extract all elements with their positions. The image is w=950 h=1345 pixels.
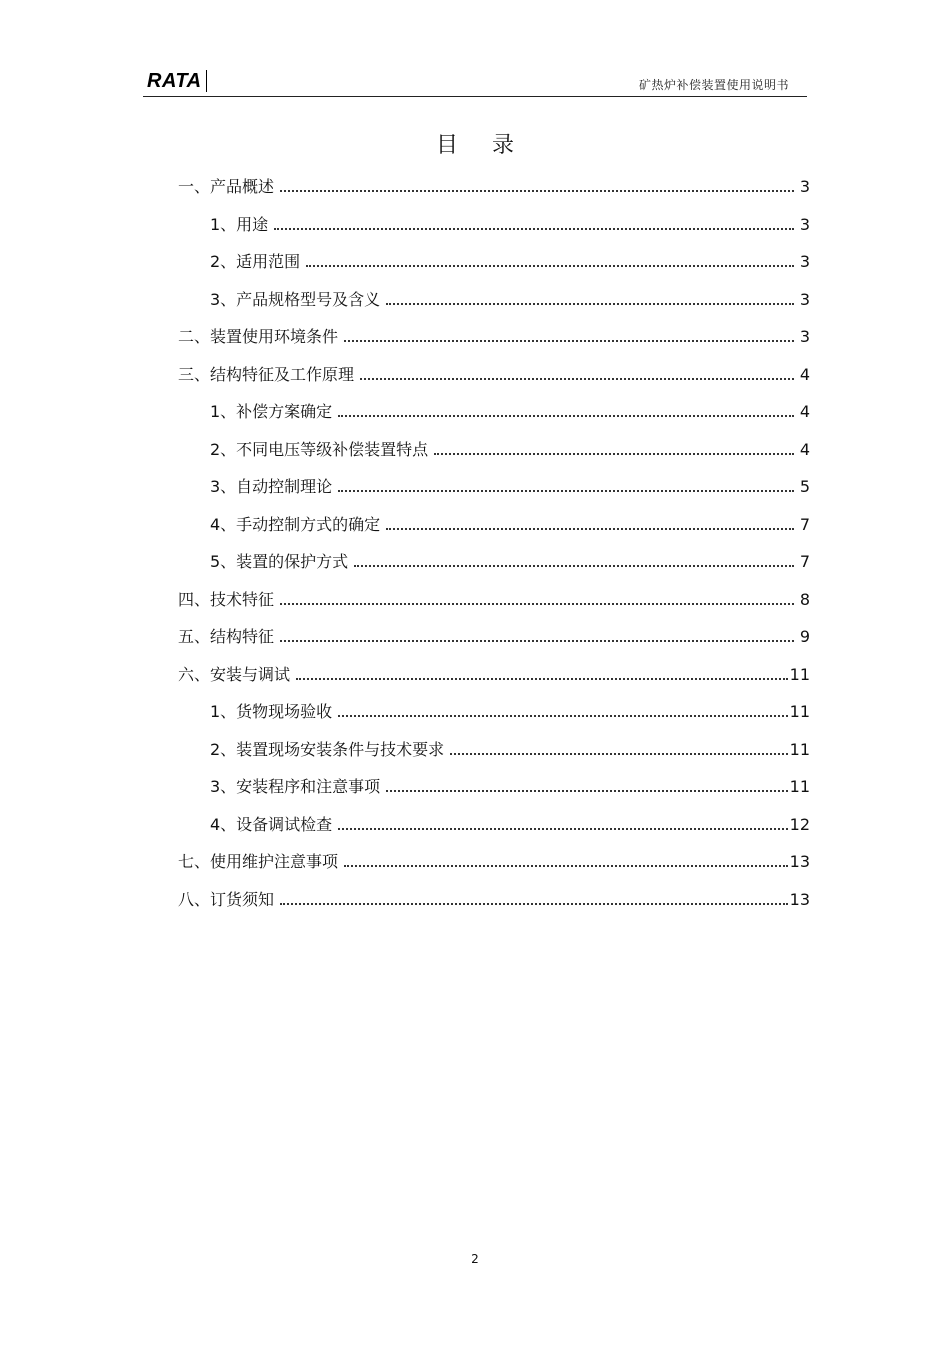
toc-entry-label: 2、不同电压等级补偿装置特点 — [210, 439, 429, 459]
toc-entry-page: 3 — [799, 327, 810, 346]
toc-entry-page: 9 — [799, 627, 810, 646]
toc-entry[interactable] — [178, 661, 810, 685]
toc-entry-label: 四、技术特征 — [178, 589, 275, 609]
toc-leader-dots — [338, 490, 794, 492]
toc-entry-page: 7 — [799, 552, 810, 571]
toc-entry[interactable] — [210, 811, 810, 835]
toc-entry[interactable] — [178, 848, 810, 872]
toc-entry[interactable] — [210, 773, 810, 797]
toc-entry-page: 4 — [799, 439, 810, 459]
toc-entry[interactable] — [210, 548, 810, 572]
toc-leader-dots — [434, 453, 794, 455]
toc-leader-dots — [280, 190, 794, 192]
toc-leader-dots — [338, 715, 787, 717]
toc-entry-label: 三、结构特征及工作原理 — [178, 364, 355, 384]
page-number: 2 — [471, 1252, 479, 1266]
toc-entry-label: 六、安装与调试 — [178, 664, 291, 684]
toc-entry-label: 3、安装程序和注意事项 — [210, 777, 381, 796]
toc-leader-dots — [274, 228, 794, 230]
toc-entry-label: 二、装置使用环境条件 — [178, 327, 339, 346]
toc-entry[interactable] — [210, 286, 810, 310]
toc-leader-dots — [296, 678, 788, 680]
toc-entry-label: 3、产品规格型号及含义 — [210, 289, 381, 309]
toc-entry[interactable] — [210, 473, 810, 497]
header-title: 矿热炉补偿装置使用说明书 — [638, 78, 789, 92]
toc-entry[interactable] — [178, 361, 810, 385]
toc-entry[interactable] — [178, 886, 810, 910]
toc-leader-dots — [386, 528, 794, 530]
toc-entry-label: 2、装置现场安装条件与技术要求 — [210, 739, 445, 759]
toc-entry-label: 2、适用范围 — [210, 252, 301, 271]
toc-entry-label: 3、自动控制理论 — [210, 477, 333, 496]
toc-entry-page: 11 — [789, 702, 810, 721]
toc-entry[interactable] — [178, 586, 810, 610]
toc-entry-page: 12 — [789, 814, 810, 834]
toc-leader-dots — [386, 790, 787, 792]
toc-entry-label: 5、装置的保护方式 — [210, 552, 349, 571]
toc-entry[interactable] — [210, 211, 810, 235]
toc-entry-page: 3 — [799, 214, 810, 234]
toc-leader-dots — [280, 603, 794, 605]
toc-leader-dots — [450, 753, 787, 755]
rata-logo: RATA — [147, 70, 207, 92]
toc-entry-page: 11 — [789, 777, 810, 796]
toc-entry[interactable] — [210, 698, 810, 722]
toc-entry-page: 5 — [799, 477, 810, 496]
toc-title: 目录 — [435, 133, 548, 158]
toc-entry-page: 4 — [799, 402, 810, 421]
toc-entry-label: 八、订货须知 — [178, 889, 275, 909]
toc-entry-page: 13 — [789, 889, 810, 909]
toc-entry[interactable] — [178, 323, 810, 347]
toc-entry-label: 4、设备调试检查 — [210, 814, 333, 834]
toc-leader-dots — [338, 415, 794, 417]
toc-entry-label: 五、结构特征 — [178, 627, 275, 646]
toc-leader-dots — [354, 565, 794, 567]
toc-entry[interactable] — [210, 436, 810, 460]
toc-entry-label: 一、产品概述 — [178, 177, 275, 196]
toc-leader-dots — [338, 828, 787, 830]
toc-entry-label: 1、用途 — [210, 214, 269, 234]
toc-leader-dots — [280, 903, 788, 905]
toc-leader-dots — [306, 265, 794, 267]
toc-entry-label: 1、货物现场验收 — [210, 702, 333, 721]
toc-entry-page: 8 — [799, 589, 810, 609]
toc-entry[interactable] — [178, 173, 810, 197]
toc-entry-label: 七、使用维护注意事项 — [178, 852, 339, 871]
toc-leader-dots — [344, 865, 788, 867]
toc-entry-page: 13 — [789, 852, 810, 871]
toc-entry[interactable] — [210, 511, 810, 535]
toc-entry[interactable] — [210, 248, 810, 272]
toc-entry-page: 7 — [799, 514, 810, 534]
toc-entry-page: 11 — [789, 664, 810, 684]
toc-entry-label: 4、手动控制方式的确定 — [210, 514, 381, 534]
toc-entry-label: 1、补偿方案确定 — [210, 402, 333, 421]
toc-entry-page: 3 — [799, 177, 810, 196]
toc-leader-dots — [280, 640, 794, 642]
toc-leader-dots — [344, 340, 794, 342]
toc-entry-page: 3 — [799, 289, 810, 309]
toc-entry[interactable] — [210, 398, 810, 422]
toc-entry-page: 4 — [799, 364, 810, 384]
toc-entry[interactable] — [178, 623, 810, 647]
toc-leader-dots — [360, 378, 794, 380]
toc-entry-page: 11 — [789, 739, 810, 759]
toc-entry-page: 3 — [799, 252, 810, 271]
toc-leader-dots — [386, 303, 794, 305]
toc-entry[interactable] — [210, 736, 810, 760]
